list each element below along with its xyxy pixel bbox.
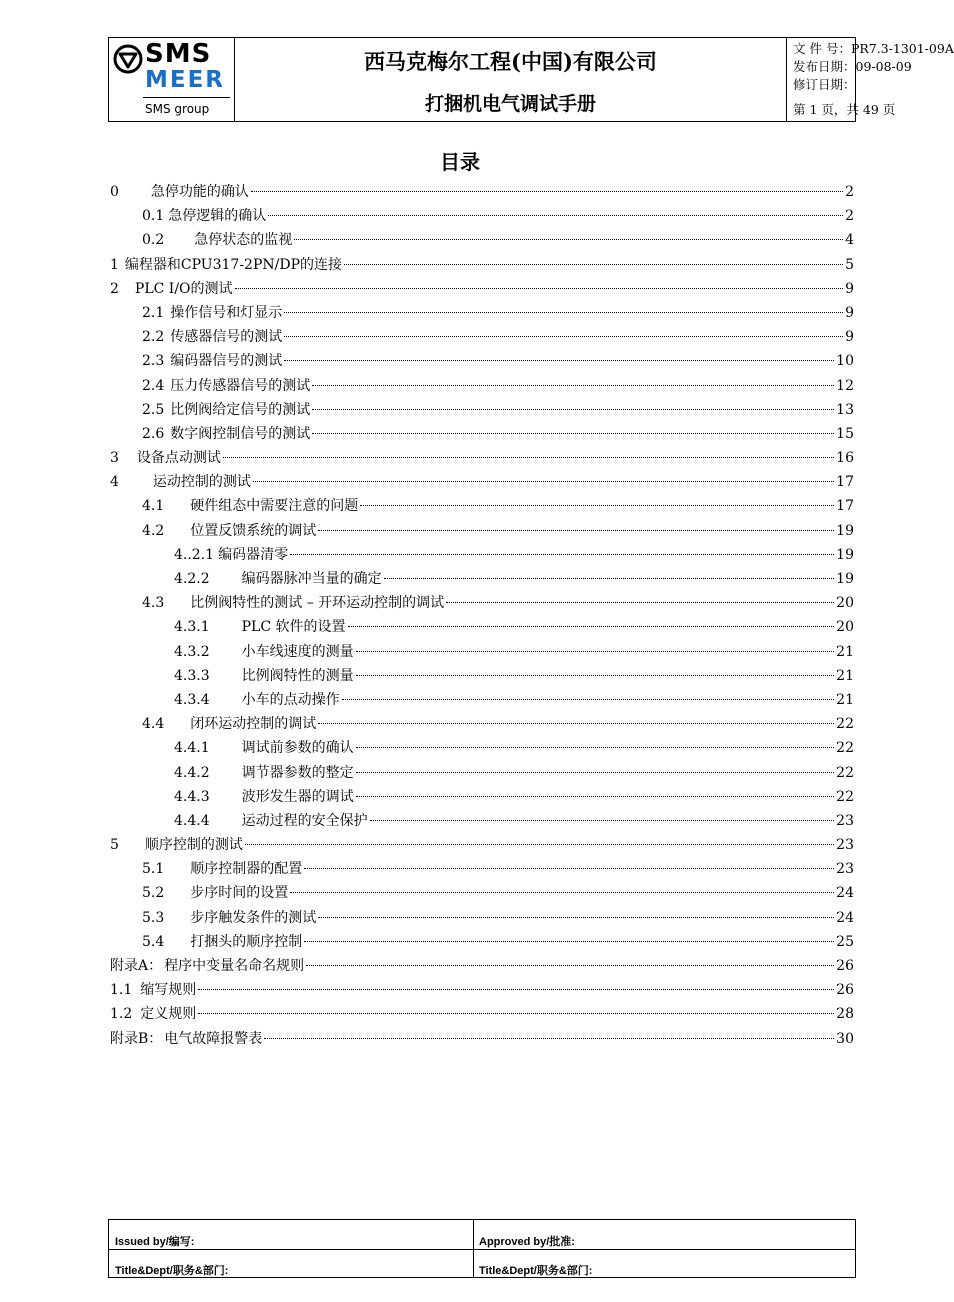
toc-entry-page: 22	[836, 788, 854, 805]
toc-entry-page: 25	[836, 933, 854, 950]
toc-entry[interactable]	[110, 349, 854, 373]
toc-entry[interactable]	[110, 954, 854, 978]
toc-entry-title: 闭环运动控制的调试	[190, 716, 317, 733]
toc-dot-leader	[284, 336, 843, 337]
toc-entry-title: 传感器信号的测试	[170, 329, 283, 346]
toc-entry-number: 5.4	[142, 933, 165, 950]
toc-entry-page: 21	[836, 691, 854, 708]
toc-entry-page: 20	[836, 595, 854, 612]
document-header	[108, 37, 954, 122]
toc-entry-number: 4.3.4	[174, 691, 210, 708]
toc-entry-number: 4.2	[142, 522, 165, 539]
toc-entry-page: 23	[836, 837, 854, 854]
toc-dot-leader	[306, 965, 834, 966]
toc-entry-number: 4.4.4	[174, 812, 210, 829]
toc-entry-page: 22	[836, 764, 854, 781]
toc-entry[interactable]	[110, 422, 854, 446]
toc-entry-number: 4.4.3	[174, 788, 210, 805]
toc-entry[interactable]	[110, 519, 854, 543]
toc-dot-leader	[268, 215, 843, 216]
toc-dot-leader	[370, 820, 835, 821]
issue-date: 发布日期：09-08-09	[793, 59, 912, 74]
toc-dot-leader	[312, 409, 834, 410]
toc-entry[interactable]	[110, 567, 854, 591]
issued-by-label: Issued by/编写:	[115, 1236, 195, 1248]
toc-entry[interactable]	[110, 301, 854, 325]
toc-dot-leader	[198, 989, 834, 990]
toc-entry-number: 4.4	[142, 716, 165, 733]
toc-entry-title: 运动过程的安全保护	[241, 812, 368, 829]
toc-entry[interactable]	[110, 930, 854, 954]
toc-entry[interactable]	[110, 1002, 854, 1026]
toc-entry-page: 4	[845, 232, 854, 249]
toc-dot-leader	[304, 868, 834, 869]
toc-entry-number: 4	[110, 474, 119, 491]
toc-entry-title: 急停状态的监视	[194, 232, 293, 249]
toc-entry-page: 21	[836, 643, 854, 660]
toc-entry-number: 5.3	[142, 909, 165, 926]
company-logo	[109, 38, 235, 121]
toc-entry[interactable]	[110, 204, 854, 228]
toc-dot-leader	[342, 699, 835, 700]
toc-entry-page: 21	[836, 667, 854, 684]
toc-title: 目录	[440, 150, 480, 174]
toc-entry[interactable]	[110, 277, 854, 301]
toc-dot-leader	[284, 312, 843, 313]
toc-entry-title: 位置反馈系统的调试	[190, 522, 317, 539]
toc-entry-title: 急停逻辑的确认	[168, 208, 267, 225]
toc-entry-title: 小车的点动操作	[241, 691, 340, 708]
toc-entry[interactable]	[110, 446, 854, 470]
toc-dot-leader	[356, 772, 835, 773]
toc-entry-title: 缩写规则	[140, 982, 197, 999]
document-title: 打捆机电气调试手册	[424, 93, 596, 115]
toc-dot-leader	[223, 457, 834, 458]
toc-entry-title: 顺序控制器的配置	[190, 861, 303, 878]
toc-dot-leader	[344, 264, 843, 265]
toc-entry-number: 0.1	[142, 208, 165, 225]
toc-entry-number: 4.3	[142, 595, 165, 612]
toc-dot-leader	[360, 505, 834, 506]
signature-table	[108, 1219, 856, 1278]
toc-dot-leader	[245, 844, 834, 845]
toc-dot-leader	[312, 433, 834, 434]
toc-entry-title: 硬件组态中需要注意的问题	[190, 498, 359, 515]
toc-entry-page: 23	[836, 812, 854, 829]
toc-entry[interactable]	[110, 591, 854, 615]
approved-by-label: Approved by/批准:	[479, 1236, 575, 1248]
signature-table-row-divider	[109, 1249, 855, 1250]
toc-entry-page: 22	[836, 716, 854, 733]
toc-entry[interactable]	[110, 494, 854, 518]
toc-entry[interactable]	[110, 785, 854, 809]
toc-entry-number: 2.2	[142, 329, 165, 346]
toc-entry-page: 2	[845, 208, 854, 225]
toc-entry-number: 2.3	[142, 353, 165, 370]
toc-entry-page: 23	[836, 861, 854, 878]
table-of-contents	[110, 180, 854, 1051]
logo-brand-group: SMS group	[145, 102, 210, 116]
toc-dot-leader	[356, 796, 835, 797]
toc-entry[interactable]	[110, 857, 854, 881]
toc-entry-title: 波形发生器的调试	[241, 788, 354, 805]
toc-dot-leader	[290, 892, 834, 893]
toc-dot-leader	[356, 651, 835, 652]
toc-entry-number: 4.4.1	[174, 740, 210, 757]
toc-dot-leader	[290, 554, 834, 555]
toc-entry[interactable]	[110, 325, 854, 349]
toc-dot-leader	[235, 288, 844, 289]
toc-entry-number: 4.3.2	[174, 643, 210, 660]
toc-entry-title: 调节器参数的整定	[241, 764, 354, 781]
toc-entry[interactable]	[110, 688, 854, 712]
toc-entry-title: 压力传感器信号的测试	[170, 377, 311, 394]
toc-entry-page: 24	[836, 909, 854, 926]
toc-entry[interactable]	[110, 761, 854, 785]
toc-dot-leader	[318, 723, 834, 724]
toc-entry-number: 4..2.1	[174, 546, 215, 563]
toc-entry-title: 步序时间的设置	[190, 885, 289, 902]
toc-entry-page: 22	[836, 740, 854, 757]
toc-entry[interactable]	[110, 906, 854, 930]
toc-entry[interactable]	[110, 978, 854, 1002]
toc-entry-page: 26	[836, 958, 854, 974]
toc-entry-title: 步序触发条件的测试	[190, 909, 317, 926]
toc-entry-page: 5	[845, 256, 854, 273]
toc-entry-page: 15	[836, 425, 854, 442]
toc-entry-number: 4.2.2	[174, 571, 210, 587]
toc-entry-title: 编程器和CPU317-2PN/DP的连接	[124, 256, 342, 273]
toc-entry-page: 20	[836, 619, 854, 636]
toc-dot-leader	[198, 1013, 834, 1014]
toc-entry-number: 1.1	[110, 982, 133, 999]
toc-entry-page: 19	[836, 522, 854, 539]
toc-dot-leader	[312, 385, 834, 386]
logo-brand-sms: SMS	[145, 39, 212, 69]
toc-entry-number: 0.2	[142, 232, 165, 249]
toc-entry-title: 比例阀给定信号的测试	[170, 401, 311, 418]
toc-entry-title: 编码器脉冲当量的确定	[241, 571, 382, 587]
toc-entry[interactable]	[110, 640, 854, 664]
toc-entry[interactable]	[110, 615, 854, 639]
toc-entry-title: 操作信号和灯显示	[170, 304, 283, 321]
toc-dot-leader	[348, 626, 835, 627]
toc-entry-page: 26	[836, 982, 854, 999]
toc-entry-number: 2.1	[142, 304, 165, 321]
toc-entry[interactable]	[110, 374, 854, 398]
toc-entry-title: 调试前参数的确认	[241, 740, 354, 757]
toc-entry-number: 1	[110, 256, 119, 273]
toc-entry-title: 比例阀特性的测试 – 开环运动控制的调试	[190, 595, 445, 612]
toc-entry[interactable]	[110, 664, 854, 688]
toc-dot-leader	[294, 239, 843, 240]
toc-entry[interactable]	[110, 228, 854, 252]
toc-entry-page: 16	[836, 450, 854, 467]
toc-entry-page: 24	[836, 885, 854, 902]
toc-entry-page: 19	[836, 571, 854, 587]
toc-dot-leader	[384, 578, 835, 579]
toc-entry-page: 9	[845, 280, 854, 297]
toc-entry-page: 12	[836, 377, 854, 394]
toc-entry-number: 2	[110, 280, 119, 297]
toc-entry-page: 30	[836, 1030, 854, 1047]
toc-entry-page: 17	[836, 474, 854, 491]
toc-entry-title: 打捆头的顺序控制	[190, 933, 303, 950]
logo-brand-meer: MEER	[145, 67, 226, 93]
header-title-cell	[235, 38, 787, 121]
toc-entry-title: 比例阀特性的测量	[241, 667, 354, 684]
toc-entry[interactable]	[110, 470, 854, 494]
toc-entry-number: 5.2	[142, 885, 165, 902]
revision-date: 修订日期：	[793, 77, 856, 92]
toc-entry-number: 附录A：	[110, 958, 163, 974]
doc-number: 文 件 号：PR7.3-1301-09A	[793, 41, 954, 56]
toc-dot-leader	[253, 481, 834, 482]
toc-entry-title: PLC 软件的设置	[241, 619, 346, 636]
toc-entry-title: 设备点动测试	[136, 450, 221, 467]
toc-entry-page: 10	[836, 353, 854, 370]
toc-entry-number: 2.4	[142, 377, 165, 394]
toc-dot-leader	[251, 191, 843, 192]
toc-entry[interactable]	[110, 712, 854, 736]
toc-entry-title: 运动控制的测试	[152, 474, 251, 491]
toc-entry-number: 4.3.3	[174, 667, 210, 684]
toc-entry-title: 顺序控制的测试	[144, 837, 243, 854]
toc-entry-page: 9	[845, 329, 854, 346]
toc-dot-leader	[446, 602, 834, 603]
toc-entry-number: 附录B：	[110, 1030, 163, 1047]
toc-entry-number: 4.1	[142, 498, 165, 515]
toc-entry-number: 2.5	[142, 401, 165, 418]
toc-entry-title: 急停功能的确认	[150, 184, 249, 200]
toc-dot-leader	[318, 917, 834, 918]
toc-entry[interactable]	[110, 543, 854, 567]
toc-entry-title: 小车线速度的测量	[241, 643, 354, 660]
title-dept-left-label: Title&Dept/职务&部门:	[115, 1265, 229, 1277]
toc-entry-number: 0	[110, 184, 119, 200]
document-meta	[787, 38, 954, 121]
toc-entry[interactable]	[110, 809, 854, 833]
toc-entry[interactable]	[110, 1027, 854, 1051]
toc-entry-title: 电气故障报警表	[164, 1030, 263, 1047]
toc-entry[interactable]	[110, 398, 854, 422]
toc-entry-page: 2	[845, 184, 854, 200]
toc-entry-number: 2.6	[142, 425, 165, 442]
toc-entry-page: 28	[836, 1006, 854, 1023]
toc-dot-leader	[356, 747, 835, 748]
toc-dot-leader	[304, 941, 834, 942]
toc-entry-title: 编码器清零	[218, 546, 289, 563]
toc-entry[interactable]	[110, 833, 854, 857]
toc-entry-title: 编码器信号的测试	[170, 353, 283, 370]
toc-dot-leader	[318, 530, 834, 531]
title-dept-right-label: Title&Dept/职务&部门:	[479, 1265, 593, 1277]
toc-entry[interactable]	[110, 180, 854, 204]
toc-dot-leader	[284, 360, 834, 361]
logo-divider	[143, 97, 230, 98]
toc-entry-number: 5.1	[142, 861, 165, 878]
toc-entry-number: 4.3.1	[174, 619, 210, 636]
toc-entry[interactable]	[110, 881, 854, 905]
toc-entry-number: 5	[110, 837, 119, 854]
toc-entry-title: PLC I/O的测试	[134, 280, 233, 297]
toc-dot-leader	[264, 1038, 834, 1039]
company-name: 西马克梅尔工程(中国)有限公司	[364, 49, 657, 74]
toc-entry-title: 程序中变量名命名规则	[164, 958, 305, 974]
toc-entry-number: 3	[110, 450, 119, 467]
toc-entry-page: 13	[836, 401, 854, 418]
toc-dot-leader	[356, 675, 835, 676]
toc-entry-page: 9	[845, 304, 854, 321]
toc-entry-number: 1.2	[110, 1006, 133, 1023]
toc-entry-page: 17	[836, 498, 854, 515]
page-indicator: 第 1 页，共 49 页	[793, 102, 896, 117]
toc-entry-number: 4.4.2	[174, 764, 210, 781]
toc-entry[interactable]	[110, 736, 854, 760]
toc-entry[interactable]	[110, 253, 854, 277]
sms-logo-icon	[112, 43, 144, 75]
toc-entry-page: 19	[836, 546, 854, 563]
toc-entry-title: 定义规则	[140, 1006, 197, 1023]
toc-entry-title: 数字阀控制信号的测试	[170, 425, 311, 442]
